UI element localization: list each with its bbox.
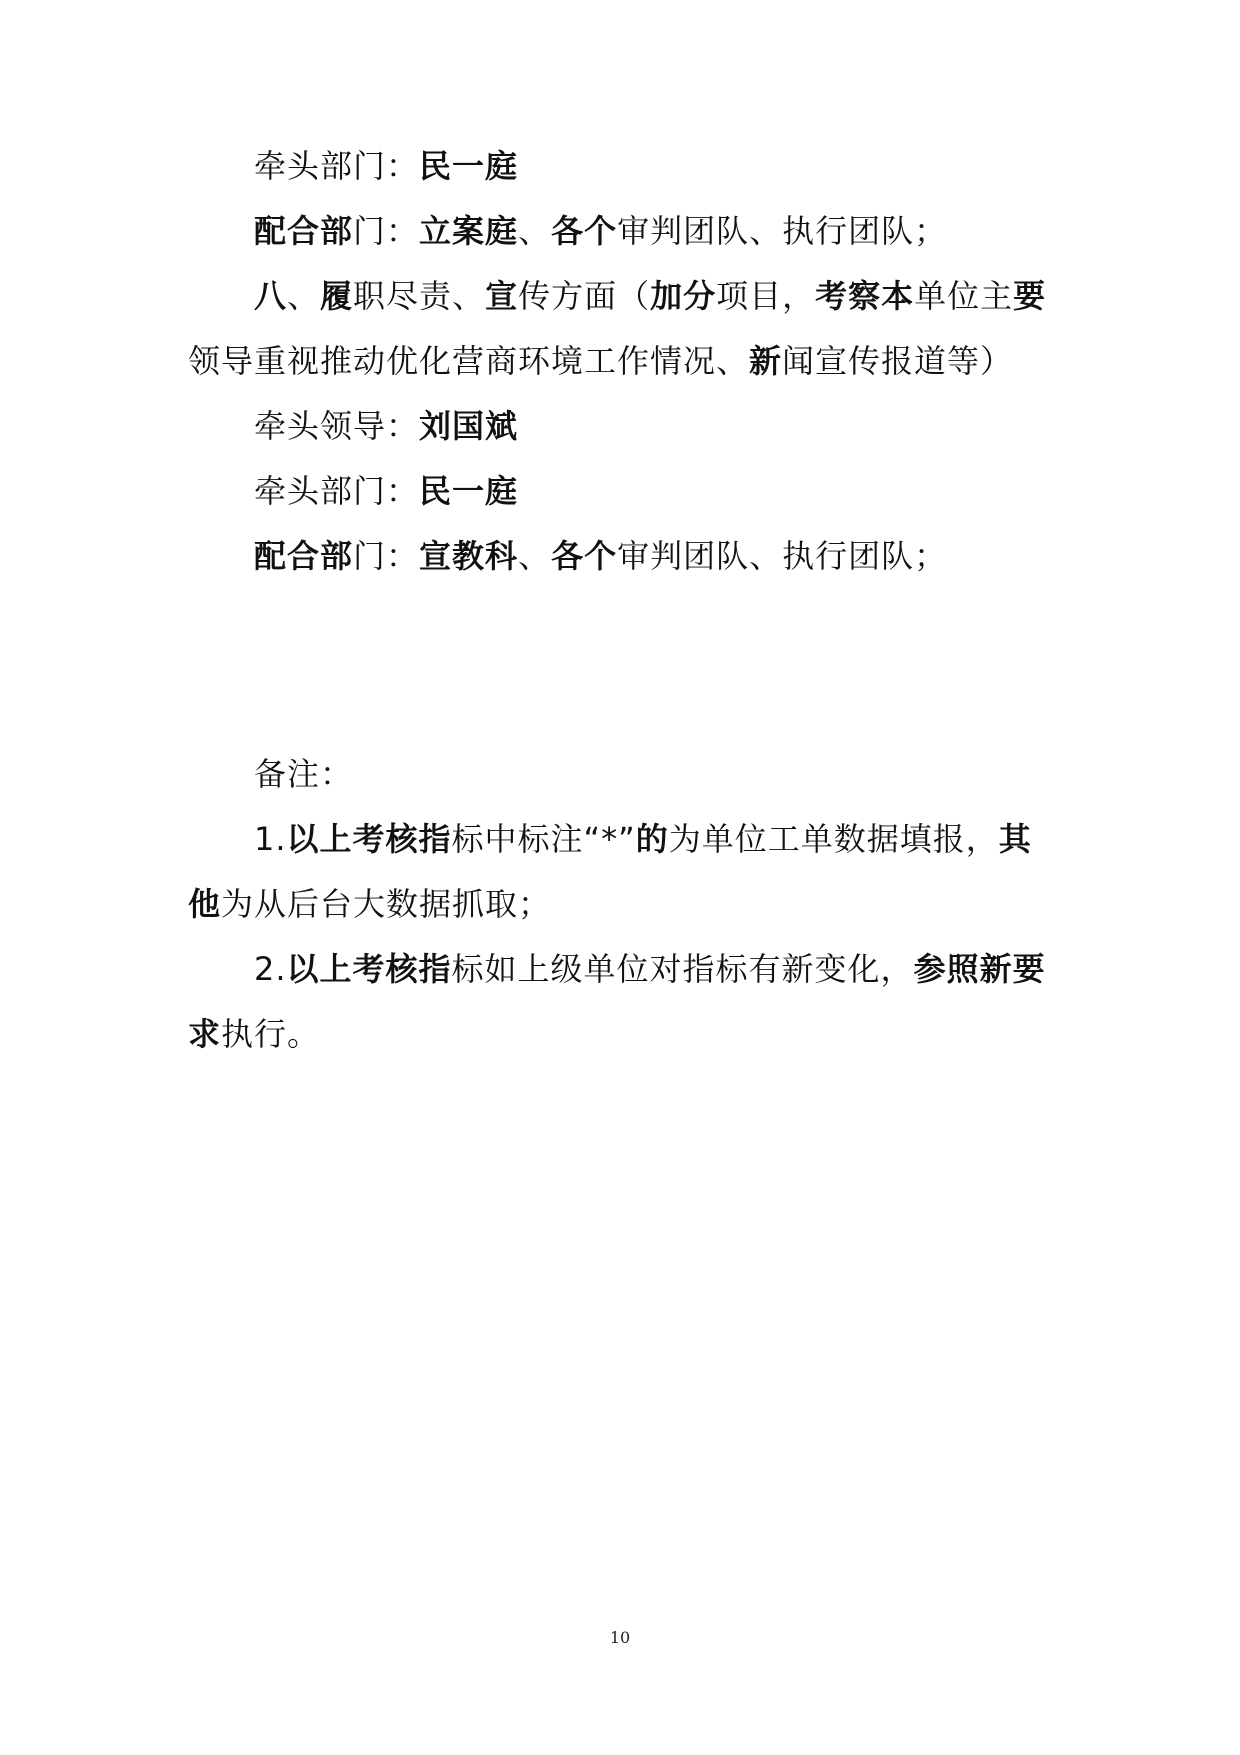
note-text: 标中标注“*” [451,820,636,858]
note-text: 的 [635,820,669,858]
note-text: 标如上级单位对指标有新变化， [451,950,914,988]
note-text: 执行。 [221,1015,321,1053]
note-number: 1. [254,820,287,858]
coop-separator: 、 [518,537,552,575]
lead-leader-label: 牵头领导： [254,407,420,445]
lead-department-value: 民一庭 [419,147,519,185]
coop-value-2: 各个 [551,537,618,575]
section-8-text: 履 [320,277,354,315]
coop-separator: 、 [518,212,552,250]
coop-label-regular: 门： [353,212,420,250]
coop-value-2: 各个 [551,212,618,250]
note-text: 为从后台大数据抓取； [221,885,552,923]
section-8-text: 新 [749,342,783,380]
cooperating-departments-line [188,199,1056,264]
section-8-text: 单位主 [914,277,1014,315]
note-text: 以上考核指 [286,950,452,988]
section-8-text: 传方面（ [518,277,651,315]
section-8-number: 八 [254,277,288,315]
coop-label-regular: 门： [353,537,420,575]
section-8-text: 领导重视推动优化营商环境工作情况、 [188,342,750,380]
section-8-text: 、 [287,277,321,315]
section-8-heading [188,264,1056,394]
section-8-text: 职尽责、 [353,277,486,315]
section-8-text: 宣 [485,277,519,315]
lead-department-label: 牵头部门： [254,147,420,185]
remarks-title: 备注： [254,755,354,793]
section-8-text: 闻宣传报道等） [782,342,1014,380]
section-8-text: 考察本 [815,277,915,315]
section-8-text: 项目， [716,277,816,315]
lead-department-label: 牵头部门： [254,472,420,510]
coop-value-1: 宣教科 [419,537,519,575]
remark-note-1 [188,807,1056,937]
coop-label-bold: 配合部 [254,212,354,250]
coop-label-bold: 配合部 [254,537,354,575]
lead-leader-value: 刘国斌 [419,407,519,445]
coop-value-1: 立案庭 [419,212,519,250]
cooperating-departments-line [188,524,1056,589]
lead-department-value: 民一庭 [419,472,519,510]
note-text: 求 [188,1015,222,1053]
lead-department-line [188,459,1056,524]
remark-note-2 [188,937,1056,1067]
section-8-text: 加分 [650,277,717,315]
page-number: 10 [609,1628,631,1647]
coop-value-3: 审判团队、执行团队； [617,537,948,575]
note-number: 2. [254,950,287,988]
section-8-text: 要 [1013,277,1047,315]
lead-leader-line [188,394,1056,459]
note-text: 为单位工单数据填报， [668,820,999,858]
note-text: 其他 [188,820,1032,923]
note-text: 以上考核指 [286,820,452,858]
lead-department-line [188,134,1056,199]
note-text: 参照新要 [913,950,1046,988]
coop-value-3: 审判团队、执行团队； [617,212,948,250]
